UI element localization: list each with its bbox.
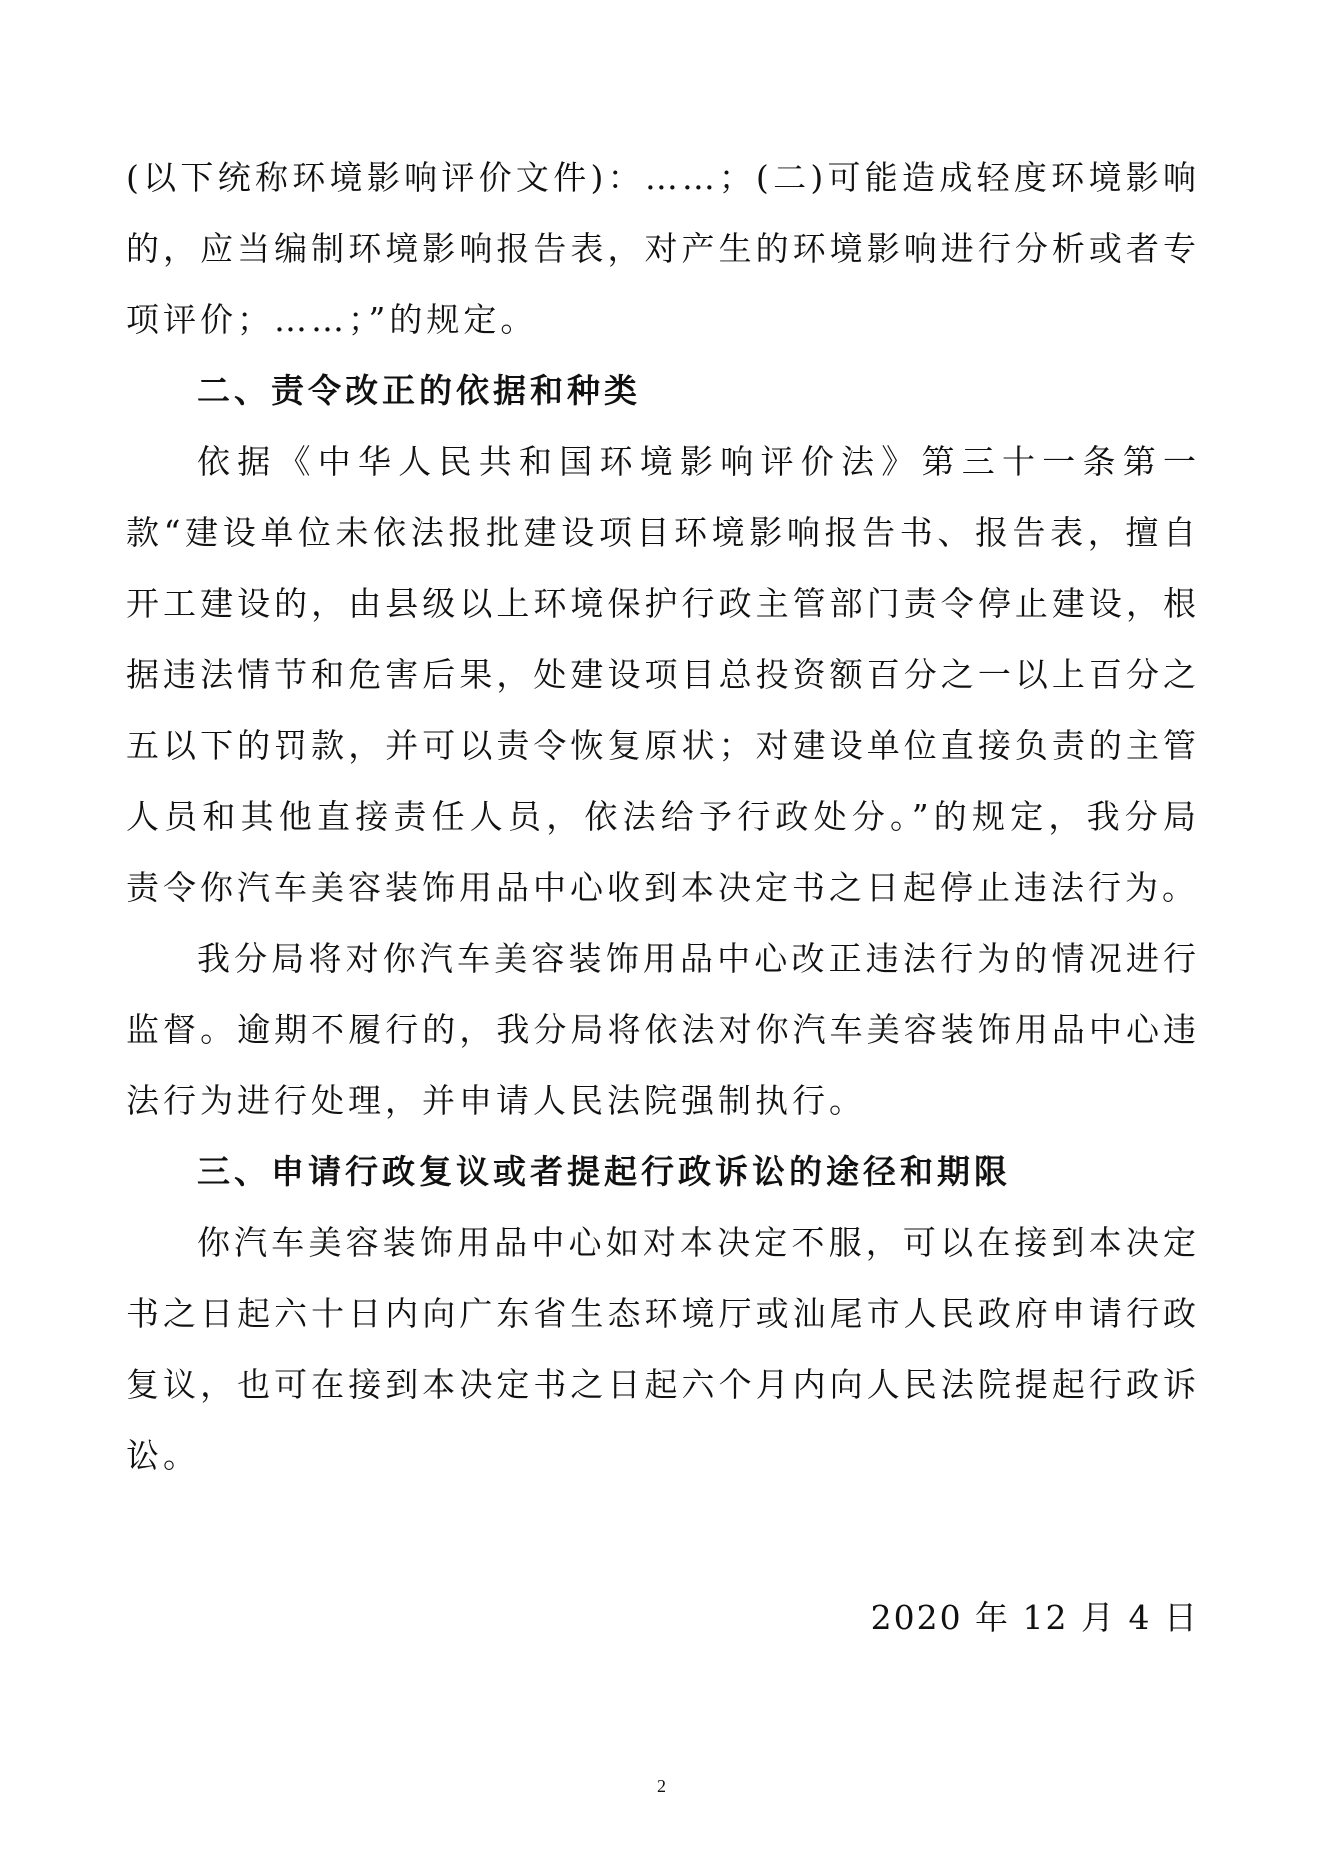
section-heading-two: 二、责令改正的依据和种类	[197, 371, 641, 410]
document-body	[126, 142, 1200, 1491]
document-date: 2020 年 12 月 4 日	[870, 1598, 1199, 1637]
paragraph-continuation: (以下统称环境影响评价文件)：……；(二)可能造成轻度环境影响的，应当编制环境影响报告表，对产生的环境影响进行分析或者专项评价；……；”的规定。	[126, 158, 1200, 339]
page-number: 2	[657, 1776, 666, 1796]
paragraph-appeal: 你汽车美容装饰用品中心如对本决定不服，可以在接到本决定书之日起六十日内向广东省生态环境厅或汕尾市人民政府申请行政复议，也可在接到本决定书之日起六个月内向人民法院提起行政诉讼。	[126, 1223, 1200, 1475]
paragraph-supervision: 我分局将对你汽车美容装饰用品中心改正违法行为的情况进行监督。逾期不履行的，我分局将依法对你汽车美容装饰用品中心违法行为进行处理，并申请人民法院强制执行。	[126, 939, 1200, 1120]
paragraph-legal-basis: 依据《中华人民共和国环境影响评价法》第三十一条第一款“建设单位未依法报批建设项目环境影响报告书、报告表，擅自开工建设的，由县级以上环境保护行政主管部门责令停止建设，根据违法情节和危害后果，处建设项目总投资额百分之一以上百分之五以下的罚款，并可以责令恢复原状；对建设单位直接负责的主管人员和其他直接责任人员，依法给予行政处分。”的规定，我分局责令你汽车美容装饰用品中心收到本决定书之日起停止违法行为。	[126, 442, 1200, 907]
section-heading-three: 三、申请行政复议或者提起行政诉讼的途径和期限	[197, 1152, 1011, 1191]
